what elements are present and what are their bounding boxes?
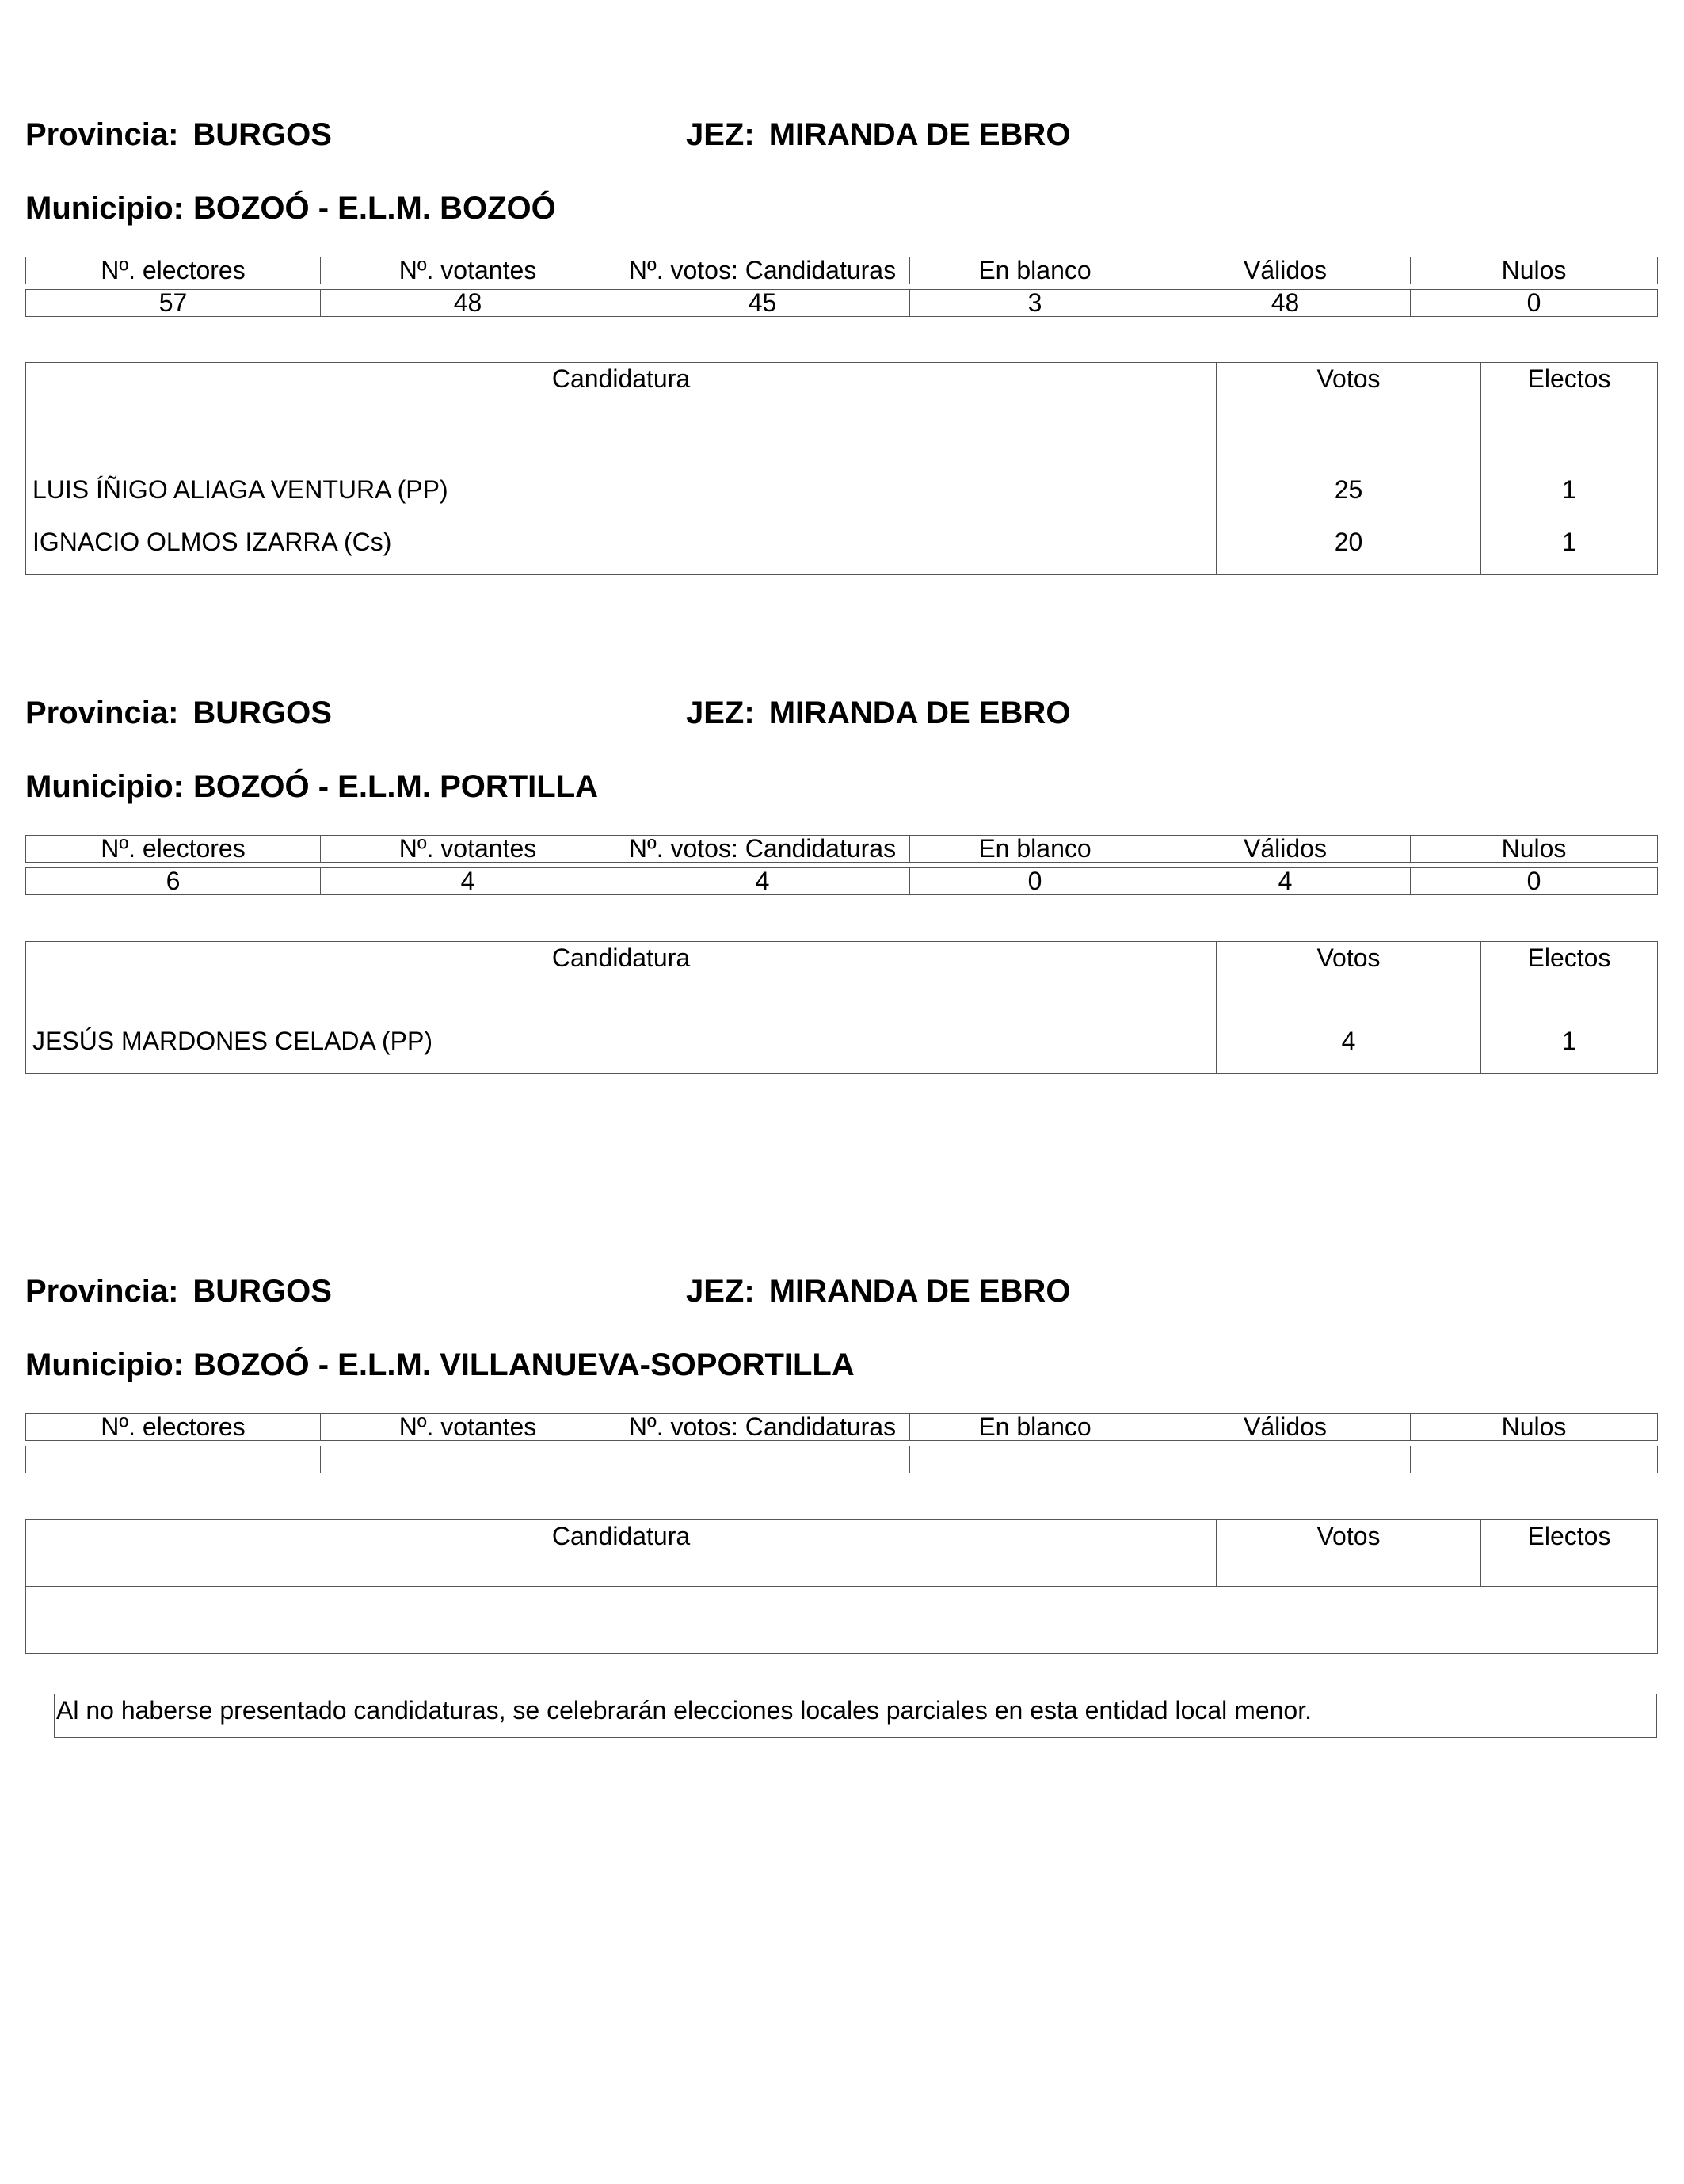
stats-table (25, 835, 1658, 895)
candidate-row (26, 509, 1658, 575)
jez-value: MIRANDA DE EBRO (768, 696, 1071, 730)
jez-line: JEZ: MIRANDA DE EBRO (686, 1274, 1071, 1309)
municipio-line: Municipio: BOZOÓ - E.L.M. BOZOÓ (25, 191, 556, 226)
votos-header: Votos (1217, 942, 1481, 1008)
provincia-value: BURGOS (192, 696, 332, 730)
candidates-table (25, 362, 1658, 575)
candidatura-header: Candidatura (26, 942, 1217, 1008)
provincia-line: Provincia: BURGOS (25, 1274, 332, 1309)
stat-header: Nº. votos: Candidaturas (615, 1414, 910, 1441)
stat-value: 57 (26, 290, 321, 317)
stat-header: Nulos (1411, 1414, 1658, 1441)
candidatura-header: Candidatura (26, 363, 1217, 429)
stats-value-row (26, 1446, 1658, 1473)
jez-line: JEZ: MIRANDA DE EBRO (686, 696, 1071, 730)
stats-table (25, 1413, 1658, 1473)
stat-value (910, 1446, 1160, 1473)
candidate-name: IGNACIO OLMOS IZARRA (Cs) (26, 509, 1217, 575)
stat-value (321, 1446, 615, 1473)
jez-value: MIRANDA DE EBRO (768, 117, 1071, 152)
stats-header-row (26, 257, 1658, 284)
stat-header: En blanco (910, 257, 1160, 284)
stat-header: Nº. votos: Candidaturas (615, 257, 910, 284)
electos-header: Electos (1481, 942, 1658, 1008)
stat-value: 6 (26, 868, 321, 895)
municipio-line: Municipio: BOZOÓ - E.L.M. PORTILLA (25, 769, 599, 804)
candidate-votos: 25 (1217, 429, 1481, 510)
candidate-name: JESÚS MARDONES CELADA (PP) (26, 1008, 1217, 1074)
stat-header: Nulos (1411, 836, 1658, 863)
municipio-value: BOZOÓ - E.L.M. PORTILLA (192, 769, 599, 804)
candidates-table (25, 1519, 1658, 1654)
stat-value: 4 (321, 868, 615, 895)
stat-value: 45 (615, 290, 910, 317)
empty-candidate-row (26, 1587, 1658, 1654)
electos-header: Electos (1481, 363, 1658, 429)
electos-header: Electos (1481, 1520, 1658, 1587)
note-box: Al no haberse presentado candidaturas, se celebrarán elecciones locales parciales en esta entidad local menor. (54, 1694, 1657, 1738)
candidates-table (25, 941, 1658, 1074)
stat-header: Nulos (1411, 257, 1658, 284)
candidate-row (26, 1008, 1658, 1074)
jez-value: MIRANDA DE EBRO (768, 1274, 1071, 1309)
votos-header: Votos (1217, 1520, 1481, 1587)
stat-value: 4 (1160, 868, 1411, 895)
candidatura-header: Candidatura (26, 1520, 1217, 1587)
candidates-header-row (26, 1520, 1658, 1587)
stats-header-row (26, 1414, 1658, 1441)
provincia-value: BURGOS (192, 117, 332, 152)
stat-value: 0 (910, 868, 1160, 895)
stats-header-row (26, 836, 1658, 863)
stat-header: En blanco (910, 836, 1160, 863)
stats-value-row (26, 290, 1658, 317)
stat-header: Válidos (1160, 257, 1411, 284)
municipio-line: Municipio: BOZOÓ - E.L.M. VILLANUEVA-SOPORTILLA (25, 1347, 855, 1382)
stats-value-row (26, 868, 1658, 895)
stat-value: 3 (910, 290, 1160, 317)
stat-header: Nº. votantes (321, 257, 615, 284)
stat-value (615, 1446, 910, 1473)
candidate-electos: 1 (1562, 1026, 1576, 1055)
candidates-header-row (26, 942, 1658, 1008)
stat-header: Válidos (1160, 1414, 1411, 1441)
votos-header: Votos (1217, 363, 1481, 429)
municipio-value: BOZOÓ - E.L.M. BOZOÓ (192, 191, 556, 226)
candidate-votos: 4 (1217, 1008, 1481, 1074)
provincia-line: Provincia: BURGOS (25, 117, 332, 152)
stat-header: Nº. electores (26, 1414, 321, 1441)
candidate-electos: 1 (1562, 475, 1576, 504)
stats-table (25, 257, 1658, 317)
municipio-value: BOZOÓ - E.L.M. VILLANUEVA-SOPORTILLA (192, 1347, 855, 1382)
stat-value (1411, 1446, 1658, 1473)
candidate-name: LUIS ÍÑIGO ALIAGA VENTURA (PP) (26, 429, 1217, 510)
stat-header: Nº. votantes (321, 1414, 615, 1441)
stat-header: Nº. votantes (321, 836, 615, 863)
jez-line: JEZ: MIRANDA DE EBRO (686, 117, 1071, 152)
stat-value (26, 1446, 321, 1473)
stat-value: 48 (1160, 290, 1411, 317)
stat-value: 4 (615, 868, 910, 895)
candidates-header-row (26, 363, 1658, 429)
stat-value: 0 (1411, 290, 1658, 317)
stat-header: Nº. electores (26, 836, 321, 863)
provincia-line: Provincia: BURGOS (25, 696, 332, 730)
candidate-votos: 20 (1217, 509, 1481, 575)
stat-value: 0 (1411, 868, 1658, 895)
stat-header: Nº. electores (26, 257, 321, 284)
candidate-electos: 1 (1562, 527, 1576, 556)
provincia-value: BURGOS (192, 1274, 332, 1309)
stat-value: 48 (321, 290, 615, 317)
stat-header: Válidos (1160, 836, 1411, 863)
stat-header: En blanco (910, 1414, 1160, 1441)
stat-header: Nº. votos: Candidaturas (615, 836, 910, 863)
stat-value (1160, 1446, 1411, 1473)
candidate-row (26, 429, 1658, 510)
